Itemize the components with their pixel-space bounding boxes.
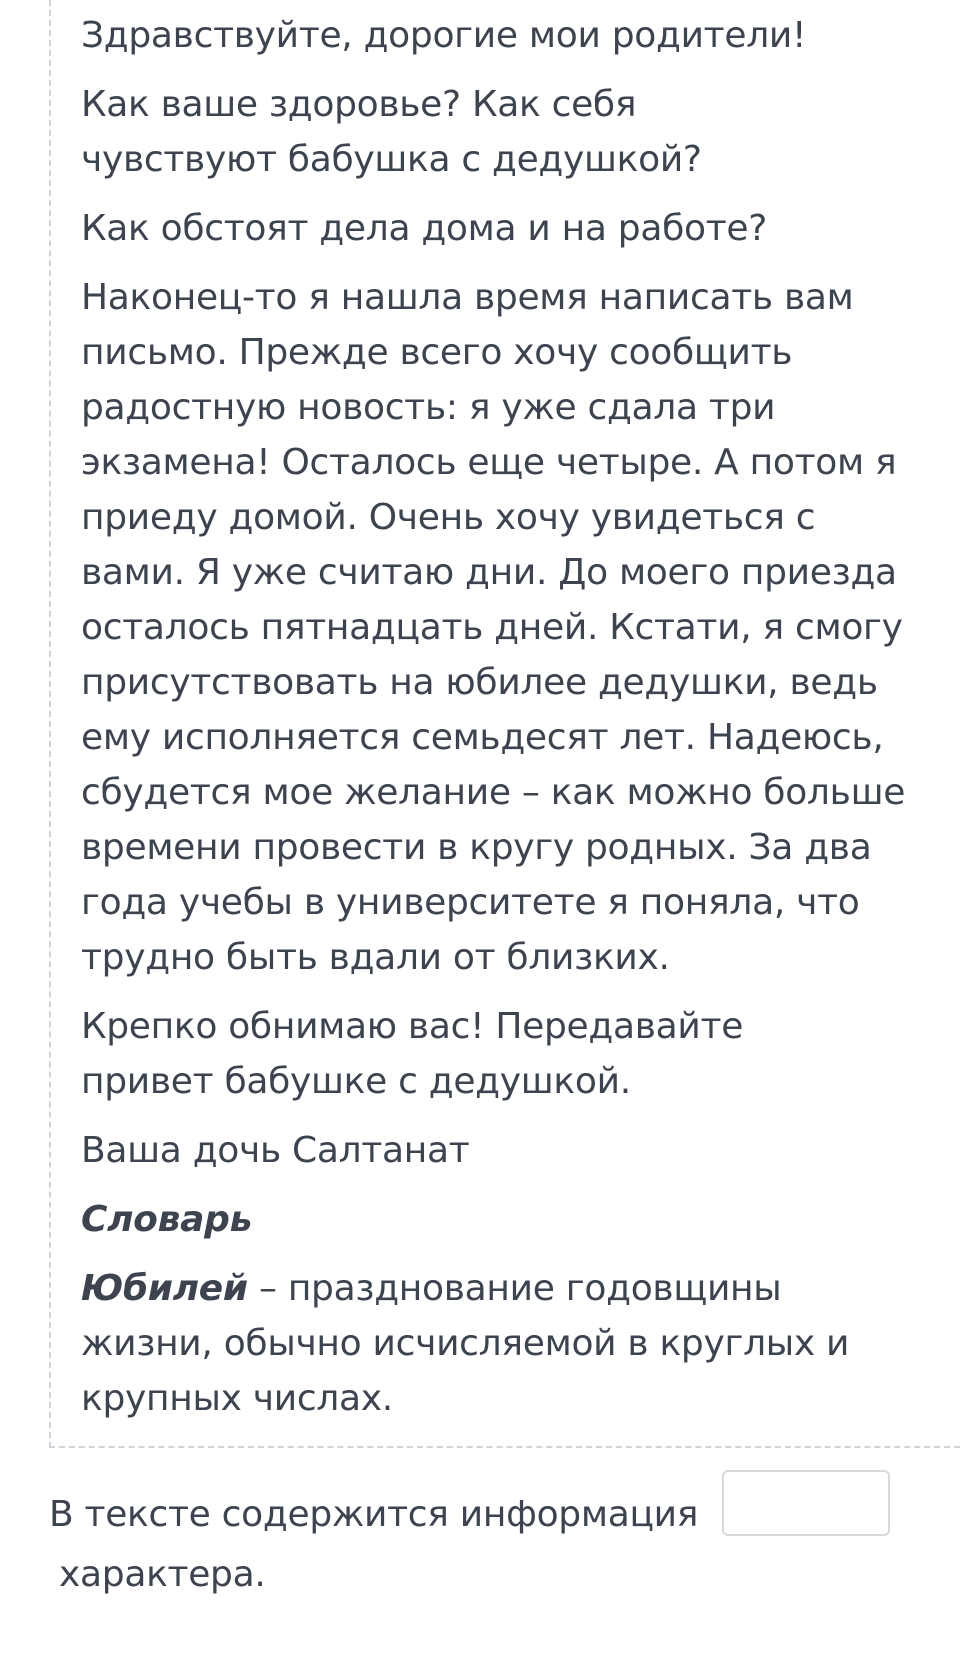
letter-paragraph-2: Как обстоят дела дома и на работе? (81, 208, 768, 249)
fill-in-question (49, 1482, 960, 1602)
letter-signature: Ваша дочь Салтанат (81, 1130, 470, 1171)
question-line-2 (49, 1548, 960, 1602)
letter-paragraph-3: Наконец-то я нашла время написать вам письмо. Прежде всего хочу сообщить радостную новость: я уже сдала три экзамена! Осталось еще четыре. А потом я приеду домой. Очень хочу увидеться с вами. Я уже считаю дни. До моего приезда осталось пятнадцать дней. Кстати, я смогу присутствовать на юбилее дедушки, ведь ему исполняется семьдесят лет. Надеюсь, сбудется мое желание – как можно больше времени провести в кругу родных. За два года учебы в университете я поняла, что трудно быть вдали от близких. (81, 277, 906, 978)
glossary-heading (81, 1192, 960, 1247)
glossary-entry (81, 1261, 901, 1426)
glossary-term: Юбилей (81, 1268, 248, 1309)
answer-input[interactable] (722, 1470, 890, 1536)
letter-greeting: Здравствуйте, дорогие мои родители! (81, 15, 807, 56)
reading-text-panel (49, 0, 960, 1448)
glossary-definition: – празднование годовщины жизни, обычно исчисляемой в круглых и крупных числах. (81, 1268, 850, 1419)
glossary-heading-text: Словарь (81, 1199, 253, 1240)
letter-paragraph-4: Крепко обнимаю вас! Передавайте привет бабушке с дедушкой. (81, 1006, 744, 1102)
reading-text (81, 8, 960, 1440)
question-text-after: характера. (59, 1554, 266, 1595)
question-text-before: В тексте содержится информация (49, 1494, 699, 1535)
letter-paragraph-1: Как ваше здоровье? Как себя чувствуют бабушка с дедушкой? (81, 84, 702, 180)
question-line-1 (49, 1482, 960, 1548)
